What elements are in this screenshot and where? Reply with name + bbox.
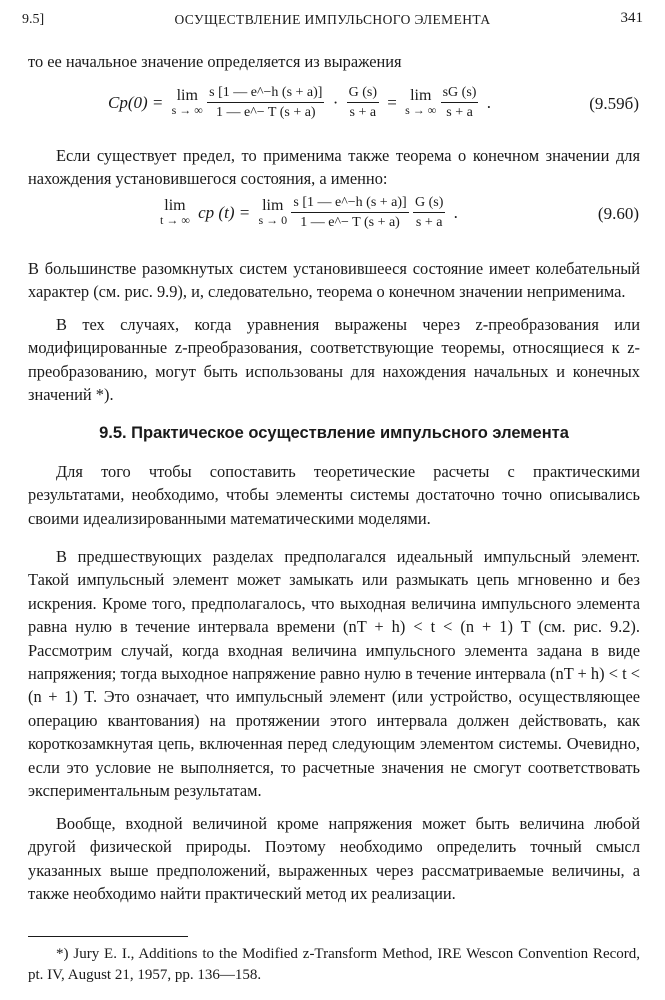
section-heading: 9.5. Практическое осуществление импульсного элемента	[99, 424, 569, 442]
eq2-limit	[258, 198, 287, 228]
eq1-lhs: Cp(0) =	[108, 92, 164, 112]
eq1-equals: =	[387, 92, 397, 112]
eq2-fraction-1	[291, 194, 408, 231]
eq2-frac1-den: 1 — e^− T (s + a)	[300, 215, 400, 230]
eq2-lhs-lim-sub: t → ∞	[160, 212, 190, 227]
eq2-lim-word: lim	[262, 196, 284, 214]
eq1-frac3-num: sG (s)	[441, 84, 479, 103]
running-header	[0, 10, 665, 32]
eq2-period: .	[453, 202, 458, 222]
eq1-lim2-sub: s → ∞	[405, 102, 437, 117]
paragraph-6: Вообще, входной величиной кроме напряжения может быть величина любой другой физической природы. Поэтому необходимо определить точный смысл указанных выше предположений, выраженных через рассматриваемые величины, а также необходимо найти практический метод их реализации.	[28, 814, 640, 904]
header-section-number: 9.5]	[22, 12, 45, 27]
paragraph-1: Если существует предел, то применима также теорема о конечном значении для нахождения установившегося состояния, а именно:	[28, 146, 640, 189]
eq2-frac2-num: G (s)	[413, 194, 445, 213]
eq2-lhs-function: cp (t) =	[198, 202, 251, 222]
footnote: *) Jury E. I., Additions to the Modified z-Transform Method, IRE Wescon Convention Record, pt. IV, August 21, 1957, pp. 136—158.	[28, 946, 640, 983]
eq1-period: .	[486, 92, 491, 112]
eq1-number: (9.59б)	[589, 94, 639, 113]
header-page-number: 341	[620, 10, 643, 26]
eq1-limit-2	[405, 88, 436, 118]
paragraph-2: В большинстве разомкнутых систем установившееся состояние имеет колебательный характер (см. рис. 9.9), и, следовательно, теорема о конечном значении неприменима.	[28, 259, 640, 302]
eq2-frac2-den: s + a	[415, 215, 443, 230]
paragraph-5: В предшествующих разделах предполагался идеальный импульсный элемент. Такой импульсный элемент может замыкать или размыкать цепь мгновенно и без искрения. Кроме того, предполагалось, что выходная величина импульсного элемента равна нулю в течение интервала времени (nT + h) < t < (n + 1) T (см. рис. 9.2). Рассмотрим случай, когда входная величина импульсного элемента задана в виде напряжения; тогда выходное напряжение равно нулю в течение интервала (nT + h) < t < (n + 1) T. Это означает, что импульсный элемент (или устройство, осуществляющее операцию квантования) на протяжении этого интервала должен действовать, как короткозамкнутая цепь, включенная перед следующим элементом системы. Очевидно, если это условие не выполняется, то расчетные значения не смогут соответствовать экспериментальным результатам.	[28, 547, 640, 801]
intro-line: то ее начальное значение определяется из выражения	[28, 52, 402, 71]
eq2-lim-sub: s → 0	[258, 212, 288, 227]
equation-9-60	[0, 194, 665, 244]
eq1-frac2-den: s + a	[349, 105, 377, 120]
footnote-separator	[28, 936, 188, 937]
paragraph-4: Для того чтобы сопоставить теоретические расчеты с практическими результатами, необходимо, чтобы элементы системы достаточно точно описывались своими идеализированными математическими моделями.	[28, 462, 640, 528]
eq1-fraction-3	[441, 84, 479, 121]
paragraph-3: В тех случаях, когда уравнения выражены через z-преобразования или модифицированные z-преобразования, соответствующие теоремы, относящиеся к z-преобразованию, могут быть использованы для нахождения начальных и конечных значений *).	[28, 315, 640, 405]
eq1-lim1-sub: s → ∞	[171, 102, 203, 117]
eq1-lim1-word: lim	[176, 86, 198, 104]
eq2-lhs-lim-word: lim	[164, 196, 186, 214]
eq2-number: (9.60)	[597, 204, 639, 223]
eq2-frac1-num: s [1 — e^−h (s + a)]	[291, 194, 408, 213]
eq2-fraction-2	[413, 194, 445, 231]
eq1-lim2-word: lim	[410, 86, 432, 104]
equation-9-59b	[0, 84, 665, 134]
eq2-lhs-limit	[160, 198, 190, 228]
eq1-frac3-den: s + a	[446, 105, 473, 120]
eq1-limit-1	[172, 88, 203, 118]
eq1-frac1-den: 1 — e^− T (s + a)	[215, 105, 316, 120]
eq1-fraction-1	[207, 84, 324, 121]
eq1-fraction-2	[347, 84, 379, 121]
eq1-dot: ·	[332, 92, 339, 112]
header-title: ОСУЩЕСТВЛЕНИЕ ИМПУЛЬСНОГО ЭЛЕМЕНТА	[174, 12, 491, 27]
eq1-frac2-num: G (s)	[347, 84, 379, 103]
eq1-frac1-num: s [1 — e^−h (s + a)]	[207, 84, 324, 103]
